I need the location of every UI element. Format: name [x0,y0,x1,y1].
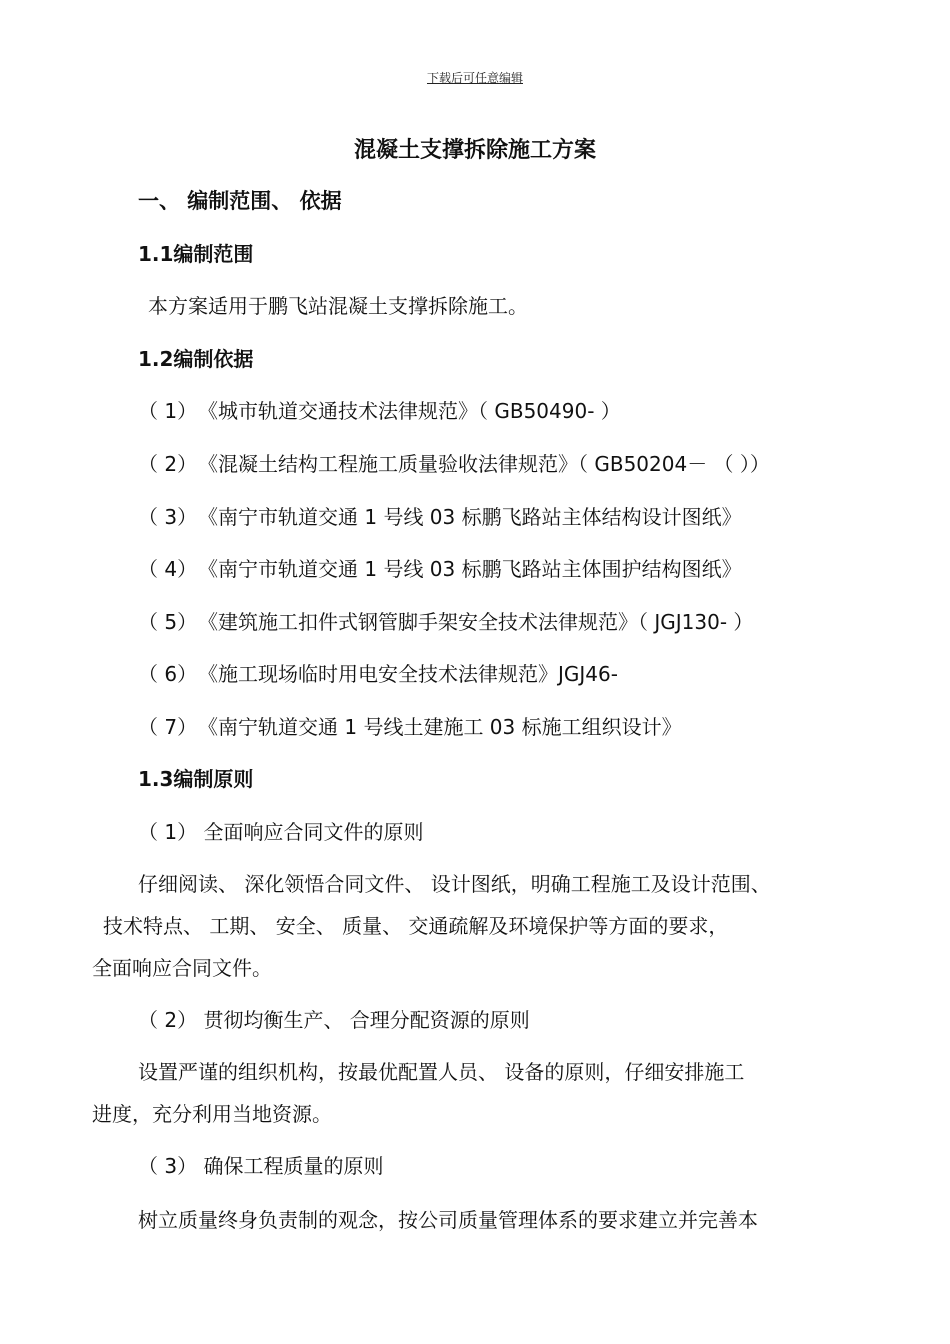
reference-number: （ 5） [138,610,198,634]
page-header: 下载后可任意编辑 [426,71,523,85]
reference-number: （ 1） [138,399,198,423]
reference-number: （ 4） [138,557,198,581]
reference-text: 《南宁市轨道交通 1 号线 03 标鹏飞路站主体围护结构图纸》 [198,557,742,581]
reference-item [138,608,753,636]
principle-3-title: （ 3） 确保工程质量的原则 [138,1154,384,1178]
section-1-2-heading: 1.2编制依据 [138,347,254,371]
paragraph-line: 树立质量终身负责制的观念，按公司质量管理体系的要求建立并完善本 [138,1208,758,1232]
reference-number: （ 2） [138,452,198,476]
reference-item [138,713,682,741]
reference-item [138,450,770,478]
reference-item [138,397,621,425]
reference-text: 《建筑施工扣件式钢管脚手架安全技术法律规范》（ JGJ130- ） [198,610,754,634]
reference-text: 《混凝土结构工程施工质量验收法律规范》（ GB50204－ （ ）） [198,452,770,476]
section-1-heading: 一、 编制范围、 依据 [138,189,342,213]
paragraph-line: 全面响应合同文件。 [92,956,272,980]
section-1-1-body: 本方案适用于鹏飞站混凝土支撑拆除施工。 [148,294,528,318]
paragraph-line: 进度，充分利用当地资源。 [92,1102,332,1126]
paragraph-line: 技术特点、 工期、 安全、 质量、 交通疏解及环境保护等方面的要求， [103,914,729,938]
reference-number: （ 3） [138,505,198,529]
paragraph-line: 设置严谨的组织机构，按最优配置人员、 设备的原则，仔细安排施工 [138,1060,745,1084]
reference-text: 《城市轨道交通技术法律规范》（ GB50490- ） [198,399,621,423]
reference-text: 《施工现场临时用电安全技术法律规范》JGJ46- [198,662,618,686]
section-1-3-heading: 1.3编制原则 [138,767,254,791]
paragraph-line: 仔细阅读、 深化领悟合同文件、 设计图纸，明确工程施工及设计范围、 [138,872,771,896]
reference-text: 《南宁市轨道交通 1 号线 03 标鹏飞路站主体结构设计图纸》 [198,505,742,529]
reference-number: （ 7） [138,715,198,739]
principle-1-title: （ 1） 全面响应合同文件的原则 [138,820,424,844]
reference-item [138,555,742,583]
reference-item [138,503,742,531]
document-title: 混凝土支撑拆除施工方案 [353,138,596,163]
reference-text: 《南宁轨道交通 1 号线土建施工 03 标施工组织设计》 [198,715,682,739]
reference-number: （ 6） [138,662,198,686]
reference-item [138,660,618,688]
principle-2-title: （ 2） 贯彻均衡生产、 合理分配资源的原则 [138,1008,530,1032]
section-1-1-heading: 1.1编制范围 [138,242,254,266]
